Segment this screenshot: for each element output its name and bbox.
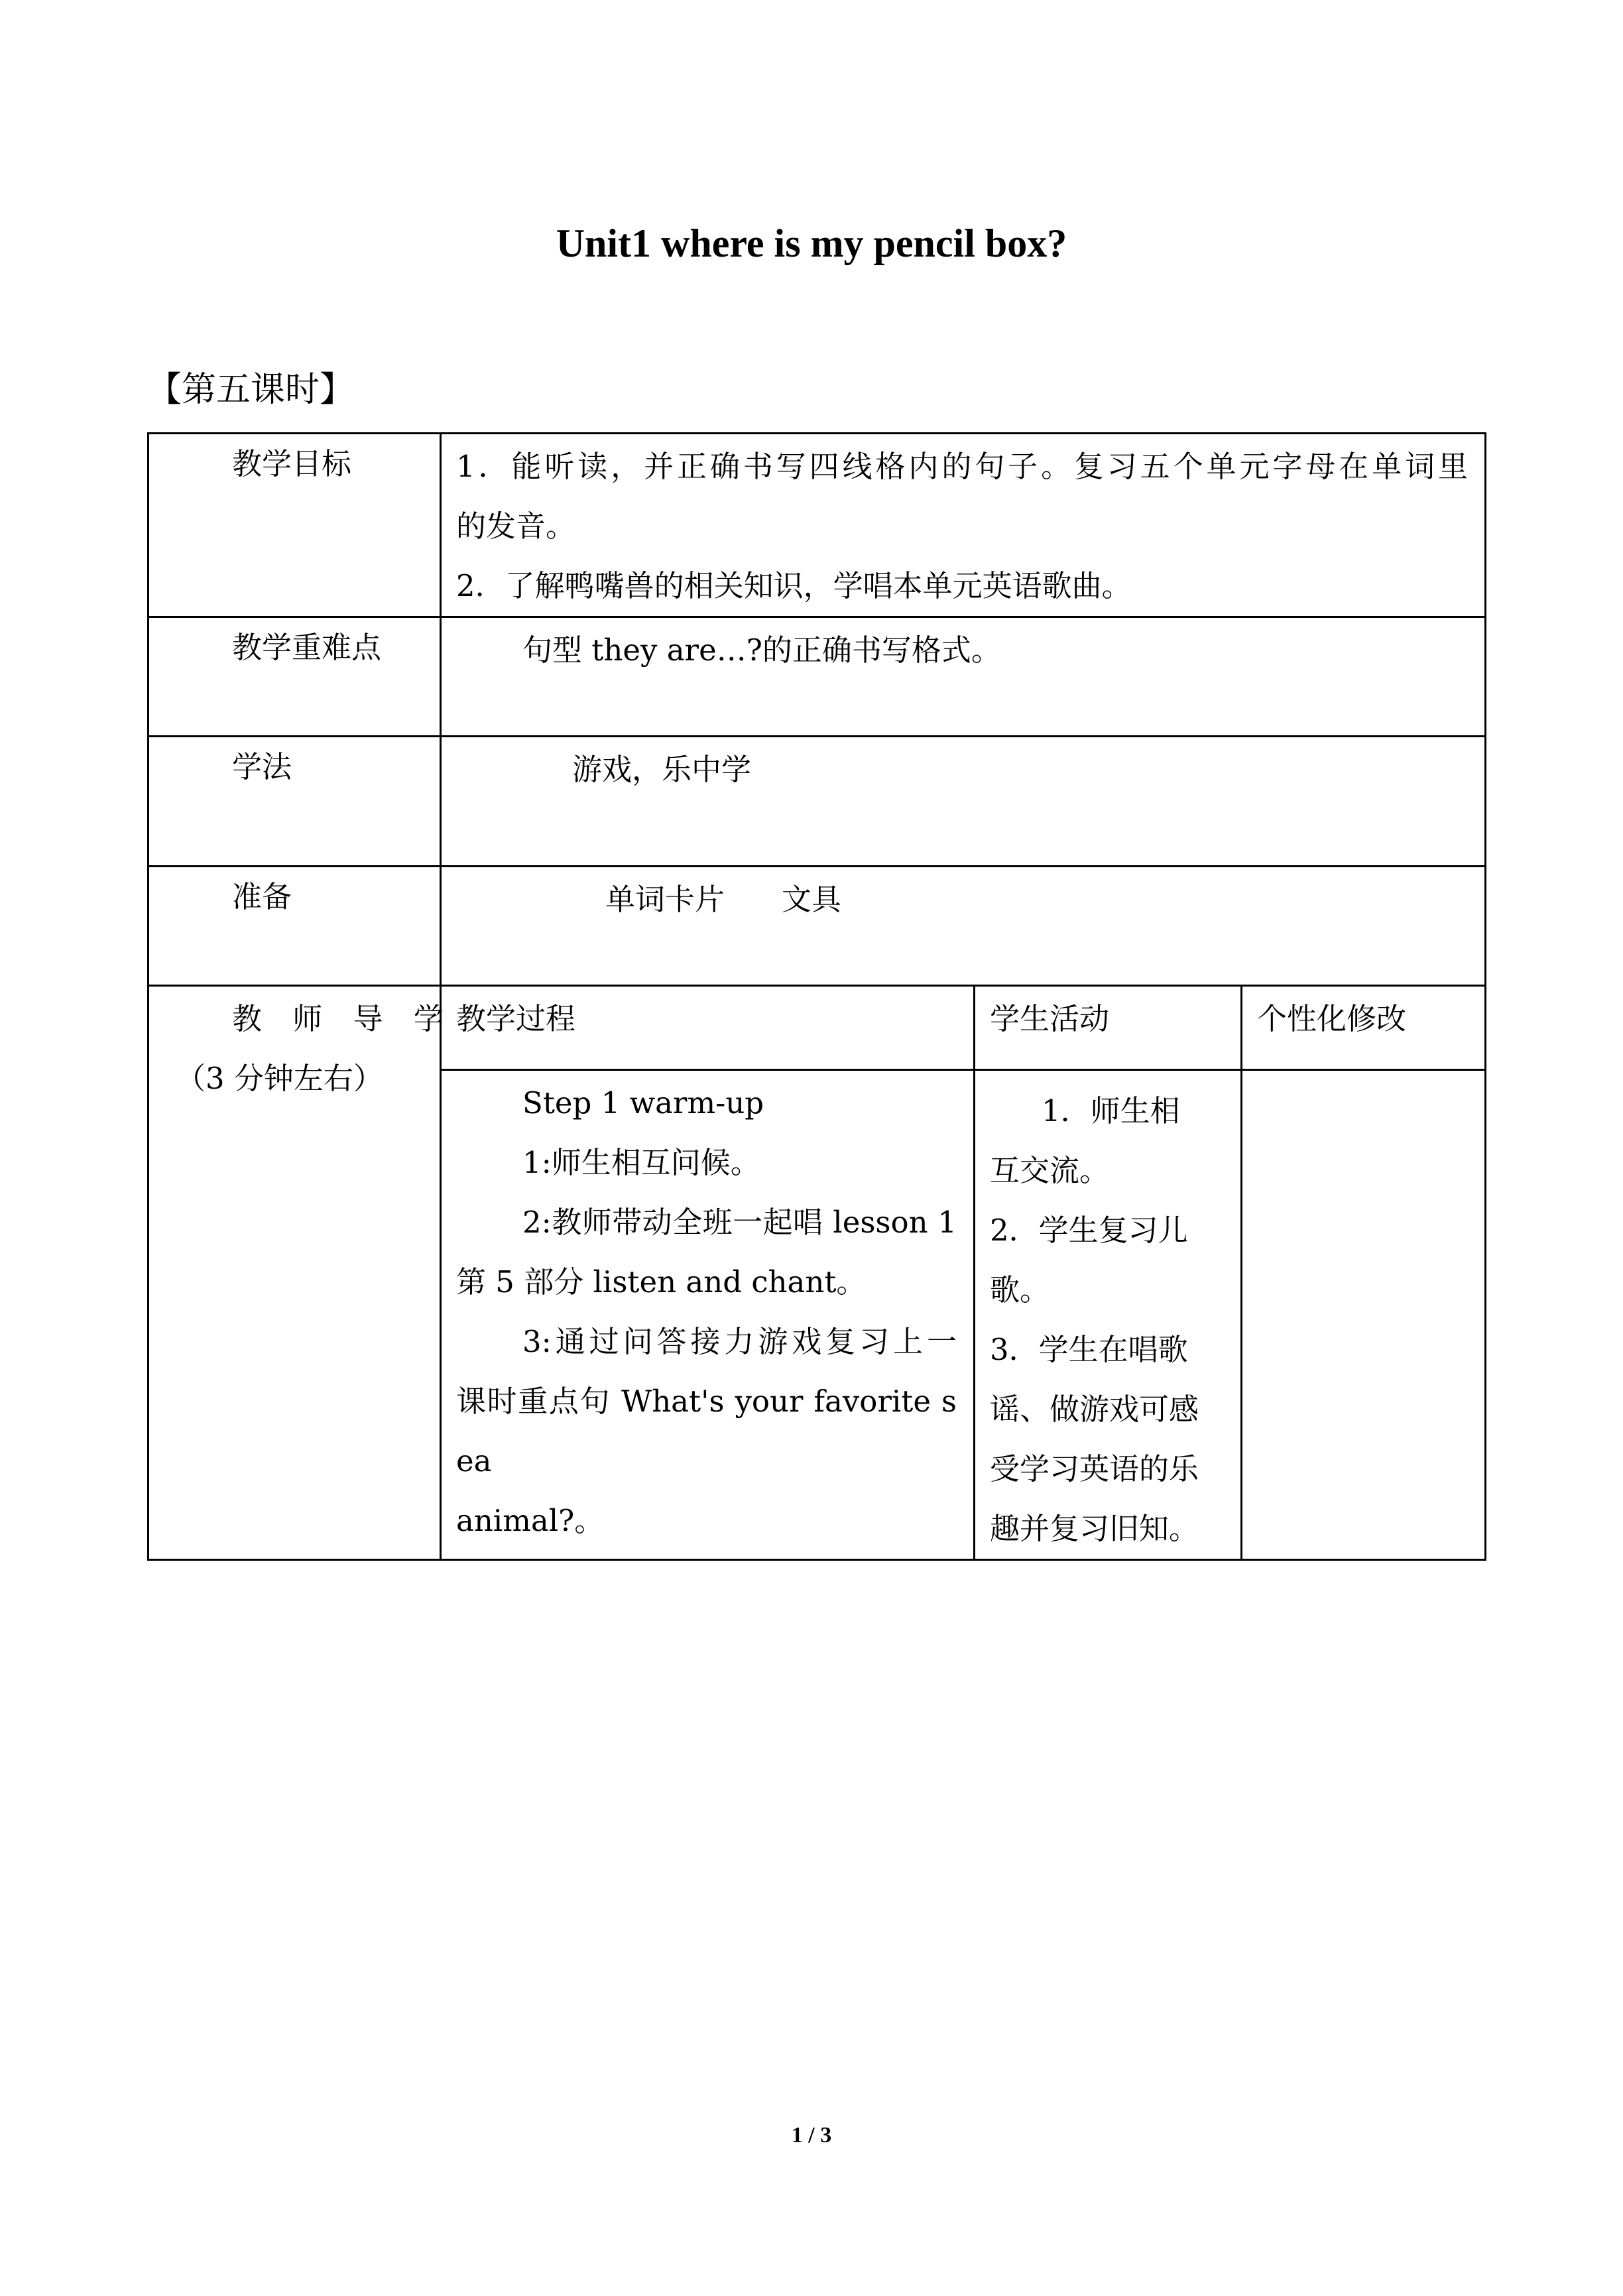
student-item-2-line-a: 2．学生复习儿 xyxy=(990,1213,1188,1248)
process-item-3-line-c: animal?。 xyxy=(456,1503,605,1538)
method-label-cell xyxy=(149,737,441,867)
process-item-3-line-a: 3:通过问答接力游戏复习上一 xyxy=(522,1324,957,1359)
method-content-cell xyxy=(441,737,1486,867)
goals-label-cell xyxy=(149,434,441,617)
goal-1-line-b: 的发音。 xyxy=(456,509,576,544)
student-item-1-line-b: 互交流。 xyxy=(990,1153,1110,1188)
key-points-row xyxy=(149,617,1486,737)
student-item-3-line-a: 3．学生在唱歌 xyxy=(990,1332,1188,1367)
student-item-3-line-b: 谣、做游戏可感 xyxy=(990,1392,1199,1427)
preparation-row xyxy=(149,867,1486,986)
student-item-3-line-c: 受学习英语的乐 xyxy=(990,1451,1199,1486)
goal-1-line-a: 1．能听读，并正确书写四线格内的句子。复习五个单元字母在单词里 xyxy=(456,449,1469,484)
modify-content-cell xyxy=(1242,1070,1486,1560)
preparation-label: 准备 xyxy=(232,879,292,914)
guide-label-line-2: （3 分钟左右） xyxy=(176,1061,383,1096)
lesson-plan-table xyxy=(147,432,1486,1561)
process-step: Step 1 warm-up xyxy=(522,1085,764,1120)
key-points-label-cell xyxy=(149,617,441,737)
student-item-2-line-b: 歌。 xyxy=(990,1272,1050,1307)
goals-content-cell xyxy=(441,434,1486,617)
goals-label: 教学目标 xyxy=(232,446,352,481)
process-content-cell xyxy=(441,1070,975,1560)
preparation-content: 单词卡片 文具 xyxy=(605,882,841,917)
method-row xyxy=(149,737,1486,867)
process-item-1: 1:师生相互问候。 xyxy=(522,1145,760,1180)
goals-row xyxy=(149,434,1486,617)
student-header: 学生活动 xyxy=(990,1001,1110,1036)
key-points-content-cell xyxy=(441,617,1486,737)
process-item-2-line-b: 第 5 部分 listen and chant。 xyxy=(456,1264,867,1299)
goal-2: 2．了解鸭嘴兽的相关知识，学唱本单元英语歌曲。 xyxy=(456,568,1132,603)
process-item-2-line-a: 2:教师带动全班一起唱 lesson 1 xyxy=(522,1205,957,1240)
key-points-content: 句型 they are…?的正确书写格式。 xyxy=(522,633,1001,668)
student-item-3-line-d: 趣并复习旧知。 xyxy=(990,1511,1199,1546)
method-content: 游戏，乐中学 xyxy=(572,752,752,787)
method-label: 学法 xyxy=(232,749,292,784)
student-item-1-line-a: 1．师生相 xyxy=(1042,1093,1180,1128)
guide-header-row xyxy=(149,986,1486,1070)
guide-label-line-1: 教 师 导 学 xyxy=(232,1001,454,1036)
preparation-content-cell xyxy=(441,867,1486,986)
student-header-cell xyxy=(975,986,1242,1070)
lesson-label: 【第五课时】 xyxy=(147,370,355,410)
key-points-label: 教学重难点 xyxy=(232,630,382,665)
guide-label-cell xyxy=(149,986,454,1560)
document-title: Unit1 where is my pencil box? xyxy=(556,221,1067,265)
process-header: 教学过程 xyxy=(456,1001,576,1036)
modify-header: 个性化修改 xyxy=(1257,1001,1407,1036)
process-header-cell xyxy=(441,986,975,1070)
process-item-3-line-b: 课时重点句 What's your favorite sea xyxy=(456,1384,957,1479)
student-content-cell xyxy=(975,1070,1242,1560)
modify-header-cell xyxy=(1242,986,1486,1070)
page-number: 1 / 3 xyxy=(791,2123,832,2147)
preparation-label-cell xyxy=(149,867,441,986)
